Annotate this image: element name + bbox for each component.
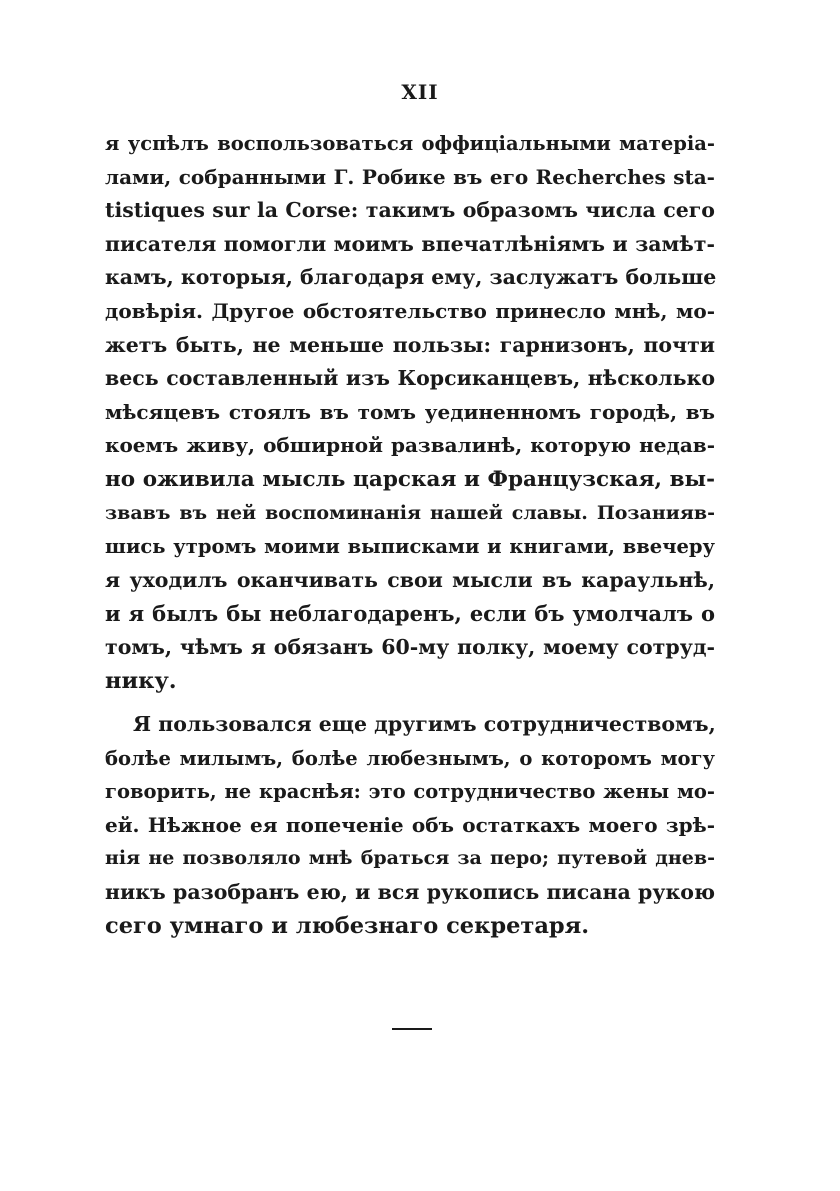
- text-line: и я былъ бы неблагодаренъ, если бъ умолчалъ о: [105, 601, 715, 627]
- text-line: довѣрія. Другое обстоятельство принесло мнѣ, мо-: [105, 298, 715, 323]
- text-line: лами, собранными Г. Робике въ его Recherches sta-: [105, 164, 715, 189]
- text-line: ей. Нѣжное ея попеченіе объ остаткахъ моего зрѣ-: [105, 812, 715, 837]
- text-line: никъ разобранъ ею, и вся рукопись писана рукою: [105, 880, 715, 905]
- text-line: томъ, чѣмъ я обязанъ 60-му полку, моему сотруд-: [105, 634, 715, 659]
- text-line: говорить, не краснѣя: это сотрудничество жены мо-: [105, 780, 715, 804]
- text-line: камъ, которыя, благодаря ему, заслужатъ больше: [105, 265, 717, 290]
- text-line: я успѣлъ воспользоваться оффиціальными матеріа-: [105, 132, 715, 155]
- text-line: Я пользовался еще другимъ сотрудничествомъ,: [133, 712, 716, 737]
- text-line: шись утромъ моими выписками и книгами, ввечеру: [105, 535, 715, 559]
- text-line: звавъ въ ней воспоминанія нашей славы. Позанияв-: [105, 501, 715, 524]
- text-line: нія не позволяло мнѣ браться за перо; путевой днев-: [105, 847, 715, 870]
- text-line: мѣсяцевъ стоялъ въ томъ уединенномъ городѣ, въ: [105, 399, 715, 424]
- text-line: но оживила мысль царская и Французская, вы-: [105, 466, 715, 492]
- text-line: tistiques sur la Corse: такимъ образомъ числа сего: [105, 198, 715, 223]
- text-line: болѣе милымъ, болѣе любезнымъ, о которомъ могу: [105, 746, 715, 770]
- body-text: [105, 127, 715, 943]
- paragraph-2: [105, 708, 715, 943]
- paragraph-1: [105, 127, 715, 698]
- text-line: весь составленный изъ Корсиканцевъ, нѣсколько: [105, 366, 715, 391]
- text-line: писателя помогли моимъ впечатлѣніямъ и замѣт-: [105, 231, 715, 256]
- text-line: нику.: [105, 667, 177, 694]
- text-line: я уходилъ оканчивать свои мысли въ караульнѣ,: [105, 567, 715, 592]
- text-line: сего умнаго и любезнаго секретаря.: [105, 912, 590, 939]
- text-line: жетъ быть, не меньше пользы: гарнизонъ, почти: [105, 332, 715, 357]
- page-number: XII: [401, 80, 439, 104]
- text-line: коемъ живу, обширной развалинѣ, которую недав-: [105, 433, 715, 458]
- end-rule: [392, 1028, 432, 1030]
